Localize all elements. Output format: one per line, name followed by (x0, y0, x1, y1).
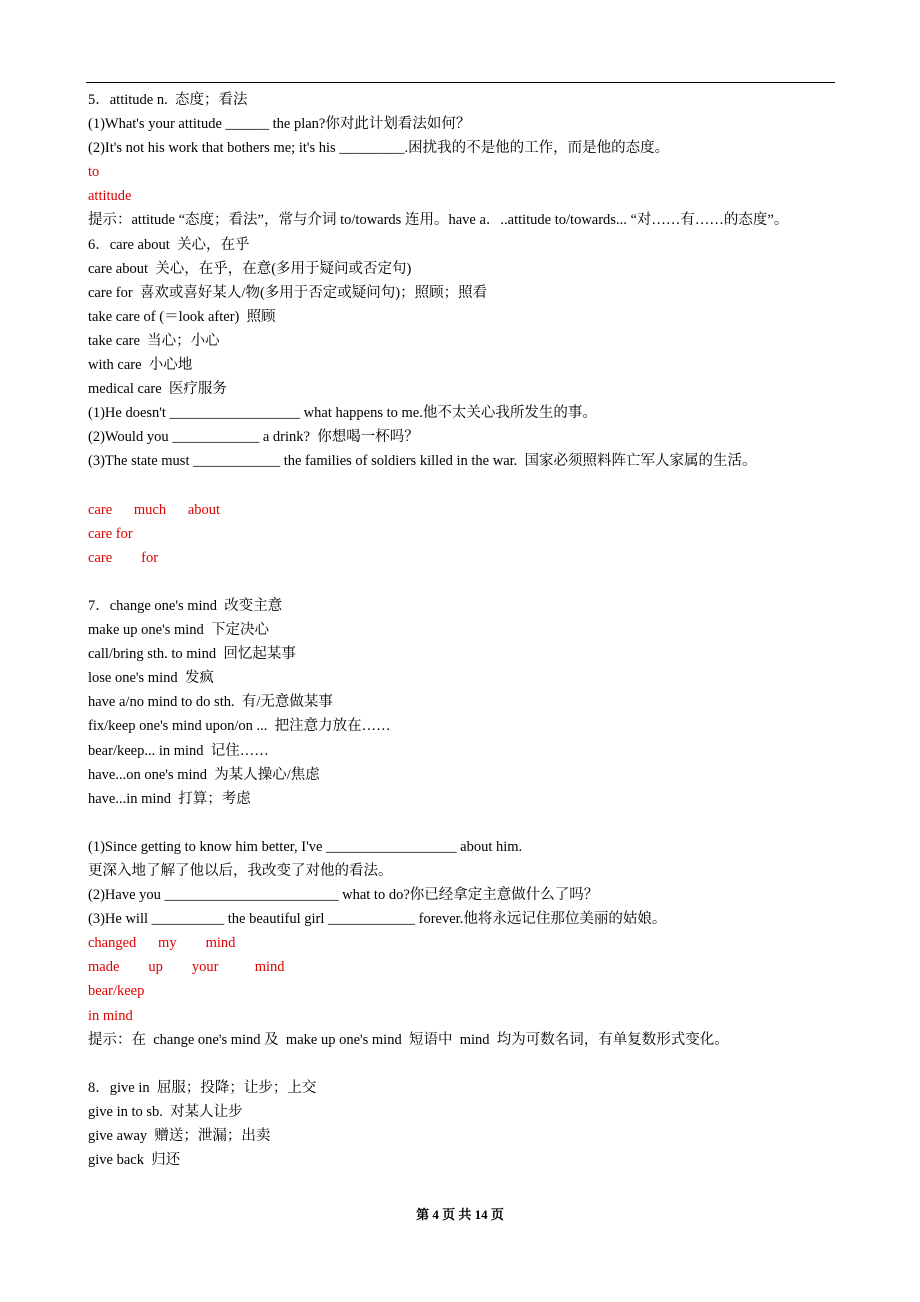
text-line: give away 赠送；泄漏；出卖 (88, 1128, 271, 1145)
text-line: 8．give in 屈服；投降；让步；上交 (88, 1079, 317, 1096)
text-line: 提示：attitude “态度；看法”，常与介词 to/towards 连用。have a．..attitude to/towards... “对……有……的态度”。 (88, 212, 789, 229)
text-line: take care 当心；小心 (88, 332, 220, 349)
page-footer: 第 4 页 共 14 页 (416, 1207, 504, 1222)
text-line: (2)Have you ________________________ what to do?你已经拿定主意做什么了吗？ (88, 887, 599, 904)
text-line: care for 喜欢或喜好某人/物(多用于否定或疑问句)；照顾；照看 (88, 284, 488, 301)
text-line: 提示：在 change one's mind 及 make up one's mind 短语中 mind 均为可数名词，有单复数形式变化。 (88, 1031, 729, 1048)
text-line: (2)It's not his work that bothers me; it's his _________.困扰我的不是他的工作，而是他的态度。 (88, 140, 670, 157)
text-line: 5．attitude n. 态度；看法 (88, 92, 248, 108)
answer-line: to (88, 164, 100, 181)
answer-line: care much about (88, 501, 221, 518)
text-line: (2)Would you ____________ a drink? 你想喝一杯吗？ (88, 429, 419, 446)
text-line: medical care 医疗服务 (88, 381, 227, 398)
text-line: 7．change one's mind 改变主意 (88, 597, 283, 614)
text-line: (1)What's your attitude ______ the plan?你对此计划看法如何？ (88, 116, 471, 133)
text-line: (3)The state must ____________ the families of soldiers killed in the war. 国家必须照料阵亡军人家属的生活。 (88, 453, 757, 470)
text-line: fix/keep one's mind upon/on ... 把注意力放在…… (88, 718, 391, 735)
text-line: have a/no mind to do sth. 有/无意做某事 (88, 694, 333, 711)
text-line: 6．care about 关心，在乎 (88, 236, 250, 253)
text-line: bear/keep... in mind 记住…… (88, 742, 269, 759)
text-line: have...in mind 打算；考虑 (88, 790, 251, 807)
text-line: give back 归还 (88, 1152, 181, 1169)
text-line: make up one's mind 下定决心 (88, 622, 270, 639)
answer-line: care for (88, 525, 133, 542)
answer-line: care for (88, 549, 159, 566)
text-line: (3)He will __________ the beautiful girl ____________ forever.他将永远记住那位美丽的姑娘。 (88, 911, 667, 928)
blank-line (88, 811, 834, 835)
text-line: give in to sb. 对某人让步 (88, 1103, 243, 1120)
blank-line (88, 570, 834, 594)
header-rule (86, 82, 835, 83)
answer-line: made up your mind (88, 959, 285, 976)
blank-line (88, 1052, 834, 1076)
text-line: care about 关心，在乎，在意(多用于疑问或否定句) (88, 260, 412, 277)
text-line: (1)He doesn't __________________ what happens to me.他不太关心我所发生的事。 (88, 405, 597, 422)
text-line: have...on one's mind 为某人操心/焦虑 (88, 766, 320, 783)
text-line: 更深入地了解了他以后，我改变了对他的看法。 (88, 863, 393, 879)
answer-line: attitude (88, 188, 132, 205)
text-line: lose one's mind 发疯 (88, 670, 214, 687)
blank-line (88, 474, 834, 498)
document-body (88, 88, 834, 1172)
text-line: with care 小心地 (88, 357, 193, 374)
text-line: take care of (＝look after) 照顾 (88, 308, 276, 325)
answer-line: in mind (88, 1007, 133, 1024)
text-line: (1)Since getting to know him better, I've __________________ about him. (88, 838, 523, 855)
answer-line: bear/keep (88, 983, 145, 1000)
text-line: call/bring sth. to mind 回忆起某事 (88, 646, 296, 663)
answer-line: changed my mind (88, 935, 236, 952)
